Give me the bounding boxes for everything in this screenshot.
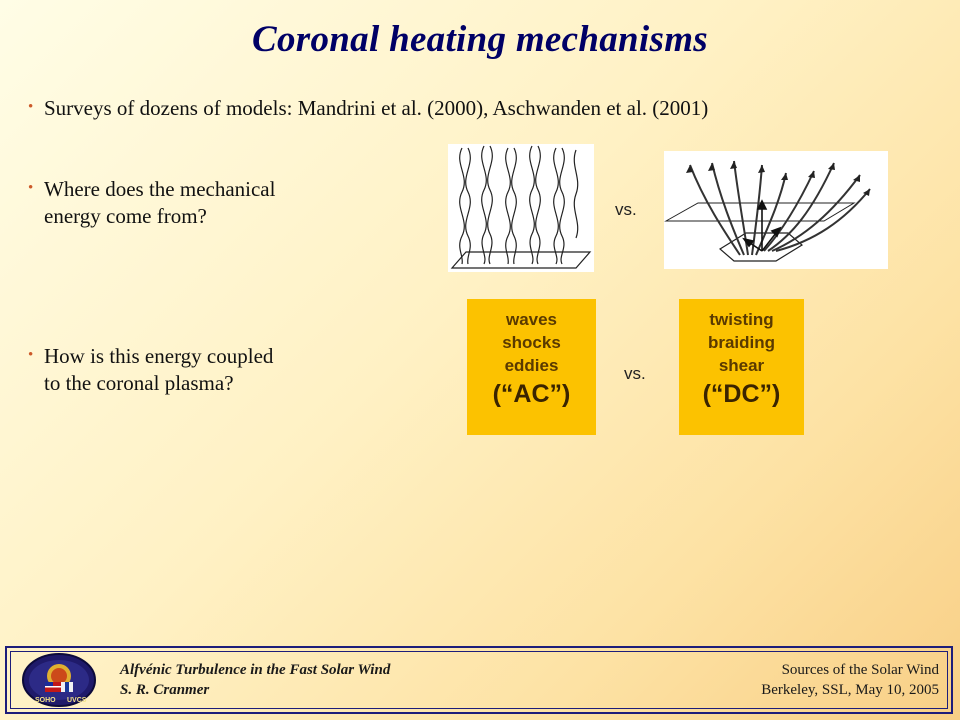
- bullet-energy-line1: Where does the mechanical: [44, 177, 276, 201]
- footer-meeting-name: Sources of the Solar Wind: [781, 662, 939, 678]
- dc-twisting-label: twisting: [709, 310, 774, 329]
- bullet-energy-line2: energy come from?: [44, 204, 207, 228]
- dc-shear-label: shear: [718, 356, 765, 375]
- bullet-surveys-text: Surveys of dozens of models: Mandrini et al. (2000), Aschwanden et al. (2001): [44, 96, 709, 120]
- footer-author: S. R. Cranmer: [120, 682, 210, 698]
- slide-title: Coronal heating mechanisms: [251, 19, 708, 60]
- dc-braiding-figure: [664, 151, 888, 269]
- ac-shocks-label: shocks: [502, 333, 561, 352]
- ac-eddies-label: eddies: [504, 356, 559, 375]
- bullet-dot-icon: •: [28, 347, 34, 363]
- wavy-field-lines-illustration: [448, 144, 594, 272]
- footer-talk-title: Alfvénic Turbulence in the Fast Solar Wind: [120, 662, 391, 678]
- dc-mechanism-box: [679, 299, 804, 435]
- footer-meeting-place-date: Berkeley, SSL, May 10, 2005: [761, 682, 939, 698]
- bullet-coupling-line1: How is this energy coupled: [44, 344, 274, 368]
- footpoint-braiding-illustration: [664, 151, 888, 269]
- ac-waves-figure: [448, 144, 594, 272]
- bullet-surveys: [28, 95, 924, 122]
- slide-footer: [5, 646, 953, 714]
- footer-right: [761, 660, 939, 700]
- soho-uvcs-logo-icon: [21, 652, 97, 708]
- bullet-energy-coupling: [28, 343, 364, 397]
- ac-mechanism-box: [467, 299, 596, 435]
- footer-left: [120, 660, 390, 700]
- vs-label-top: vs.: [615, 200, 637, 219]
- dc-braiding-label: braiding: [707, 333, 776, 352]
- ac-waves-label: waves: [505, 310, 558, 329]
- svg-text:UVCS: UVCS: [67, 697, 87, 704]
- ac-label: (“AC”): [492, 380, 571, 408]
- vs-label-bottom: vs.: [624, 364, 646, 383]
- bullet-energy-source: [28, 176, 364, 230]
- svg-text:SOHO: SOHO: [35, 697, 56, 704]
- bullet-dot-icon: •: [28, 99, 34, 115]
- dc-label: (“DC”): [702, 380, 781, 408]
- bullet-dot-icon: •: [28, 180, 34, 196]
- bullet-coupling-line2: to the coronal plasma?: [44, 371, 234, 395]
